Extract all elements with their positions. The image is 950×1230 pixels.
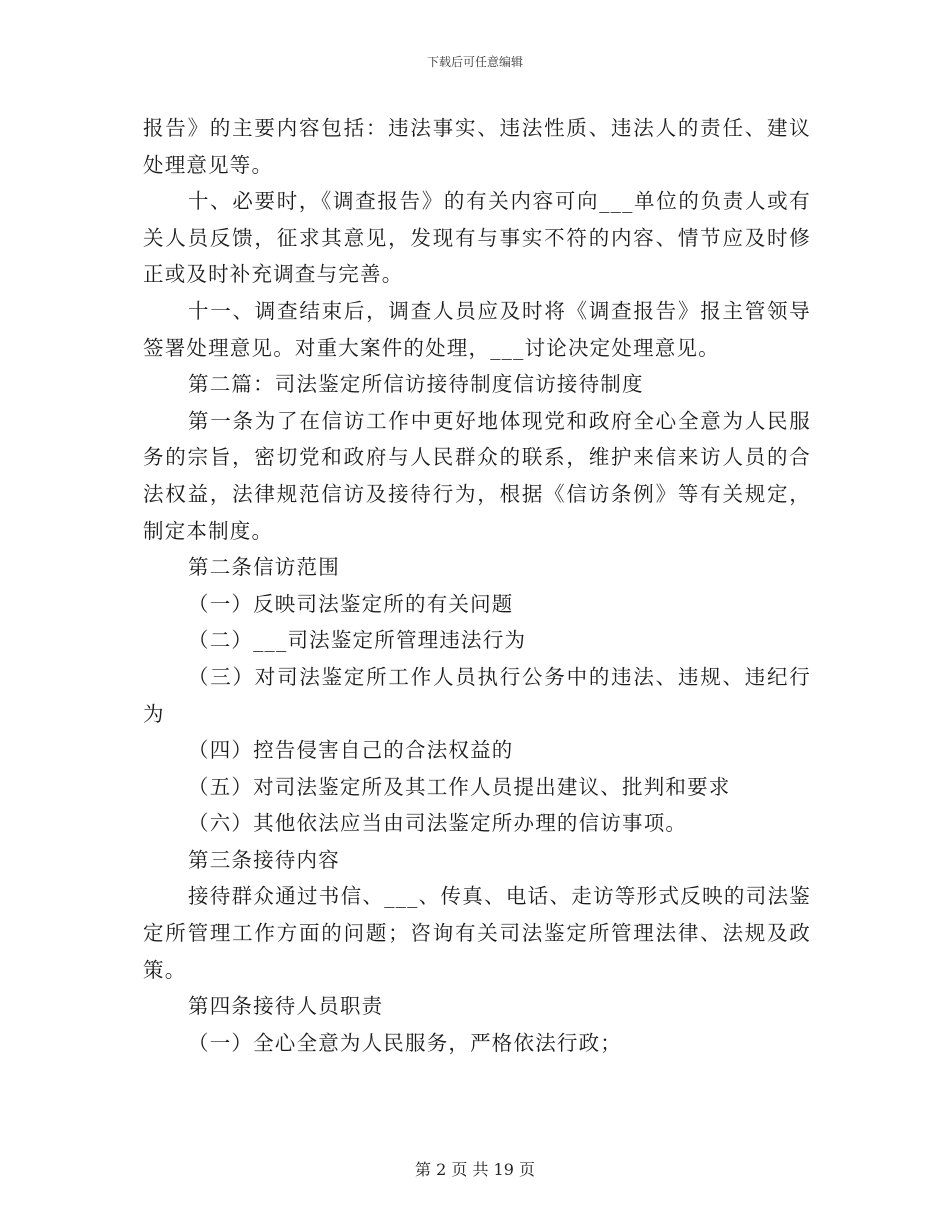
list-item: （四）控告侵害自己的合法权益的: [188, 738, 514, 763]
page-number-footer: 第 2 页 共 19 页: [415, 1160, 535, 1179]
section-heading: 第二篇：司法鉴定所信访接待制度信访接待制度: [188, 372, 644, 397]
article-heading: 第四条接待人员职责: [188, 994, 384, 1019]
paragraph: 接待群众通过书信、___、传真、电话、走访等形式反映的司法鉴定所管理工作方面的问题；咨询有关司法鉴定所管理法律、法规及政策。: [143, 884, 811, 982]
list-item: （三）对司法鉴定所工作人员执行公务中的违法、违规、违纪行为: [143, 664, 811, 726]
article-heading: 第二条信访范围: [188, 555, 340, 580]
document-body: [143, 110, 811, 1061]
list-item: （一）反映司法鉴定所的有关问题: [188, 591, 514, 616]
paragraph: 十一、调查结束后，调查人员应及时将《调查报告》报主管领导签署处理意见。对重大案件的处理，___讨论决定处理意见。: [143, 298, 811, 360]
list-item: （五）对司法鉴定所及其工作人员提出建议、批判和要求: [188, 774, 731, 799]
paragraph: 报告》的主要内容包括：违法事实、违法性质、违法人的责任、建议处理意见等。: [143, 116, 811, 177]
article-heading: 第三条接待内容: [188, 847, 340, 872]
list-item: （二）___司法鉴定所管理违法行为: [188, 628, 527, 653]
paragraph: 十、必要时，《调查报告》的有关内容可向___单位的负责人或有关人员反馈，征求其意见，发现有与事实不符的内容、情节应及时修正或及时补充调查与完善。: [143, 189, 811, 287]
paragraph: 第一条为了在信访工作中更好地体现党和政府全心全意为人民服务的宗旨，密切党和政府与人民群众的联系，维护来信来访人员的合法权益，法律规范信访及接待行为，根据《信访条例》等有关规定，制定本制度。: [143, 408, 811, 543]
page-header: 下载后可任意编辑: [426, 55, 523, 69]
list-item: （一）全心全意为人民服务，严格依法行政；: [188, 1030, 622, 1055]
list-item: （六）其他依法应当由司法鉴定所办理的信访事项。: [188, 811, 688, 836]
